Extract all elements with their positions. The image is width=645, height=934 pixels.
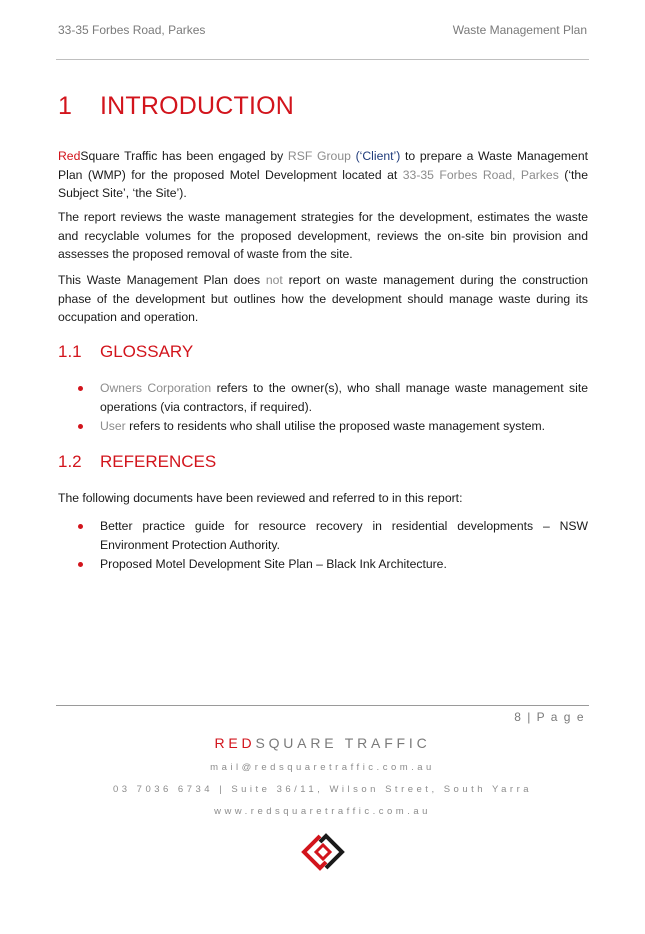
text-run: report on waste management during the construction phase of the development but outlines how the development should manage waste during its occupation and operation. bbox=[58, 273, 589, 324]
text-run: This Waste Management Plan does bbox=[58, 273, 266, 287]
header-address: 33-35 Forbes Road, Parkes bbox=[58, 23, 206, 37]
text-run: (‘the Subject Site’, ‘the Site’). bbox=[58, 167, 588, 200]
references-intro: The following documents have been reviewed and referred to in this report: bbox=[58, 491, 463, 505]
list-item bbox=[58, 517, 588, 554]
footer-contact: 03 7036 6734 | Suite 36/11, Wilson Street, South Yarra bbox=[112, 784, 533, 795]
glossary-term: Owners Corporation bbox=[100, 381, 212, 395]
bullet-icon bbox=[78, 386, 83, 391]
list-item bbox=[58, 555, 588, 574]
footer-email: mail@redsquaretraffic.com.au bbox=[210, 762, 435, 773]
glossary-list bbox=[58, 379, 588, 437]
brand-red-word: Red bbox=[58, 149, 81, 163]
glossary-definition: refers to the owner(s), who shall manage waste management site operations (via contractors, if required). bbox=[100, 381, 588, 414]
subsection-title: REFERENCES bbox=[100, 452, 217, 471]
client-name: RSF Group bbox=[287, 149, 351, 163]
intro-paragraph-3 bbox=[58, 271, 588, 327]
brand-logo-icon bbox=[300, 832, 346, 872]
section-heading-introduction bbox=[58, 92, 294, 121]
header-rule bbox=[56, 59, 589, 60]
site-address: 33-35 Forbes Road, Parkes bbox=[402, 167, 559, 182]
intro-paragraph-1 bbox=[58, 147, 588, 203]
footer-brand-name bbox=[0, 735, 645, 751]
reference-text: Better practice guide for resource recovery in residential developments – NSW Environment Protection Authority. bbox=[100, 519, 588, 552]
brand-rest-part: SQUARE TRAFFIC bbox=[255, 735, 431, 751]
bullet-icon bbox=[78, 424, 83, 429]
bullet-icon bbox=[78, 562, 83, 567]
subsection-title: GLOSSARY bbox=[100, 342, 194, 361]
client-tag: (‘Client’) bbox=[355, 149, 401, 163]
subsection-number: 1.2 bbox=[58, 452, 82, 471]
section-title: INTRODUCTION bbox=[100, 92, 295, 120]
subsection-heading-references bbox=[58, 452, 216, 472]
page-number: 8 | P a g e bbox=[514, 710, 585, 724]
list-item bbox=[58, 379, 588, 416]
subsection-heading-glossary bbox=[58, 342, 193, 362]
glossary-definition: refers to residents who shall utilise the proposed waste management system. bbox=[125, 419, 546, 433]
reference-text: Proposed Motel Development Site Plan – Black Ink Architecture. bbox=[100, 557, 447, 571]
brand-red-part: RED bbox=[214, 735, 256, 751]
text-run: to prepare a Waste Management Plan (WMP) for the proposed Motel Development located at bbox=[58, 149, 588, 182]
intro-paragraph-2: The report reviews the waste management strategies for the development, estimates the waste and recyclable volumes for the proposed development, reviews the on-site bin provision and assesses the proposed removal of waste from the site. bbox=[58, 210, 588, 261]
subsection-number: 1.1 bbox=[58, 342, 82, 361]
glossary-term: User bbox=[100, 419, 126, 433]
text-run: Square Traffic has been engaged by bbox=[80, 149, 288, 163]
bullet-icon bbox=[78, 524, 83, 529]
header-document-title: Waste Management Plan bbox=[452, 23, 587, 37]
references-list bbox=[58, 517, 588, 575]
list-item bbox=[58, 417, 588, 436]
footer-rule bbox=[56, 705, 589, 706]
emphasis-not: not bbox=[265, 273, 283, 287]
section-number: 1 bbox=[58, 92, 73, 120]
footer-website: www.redsquaretraffic.com.au bbox=[214, 806, 431, 817]
